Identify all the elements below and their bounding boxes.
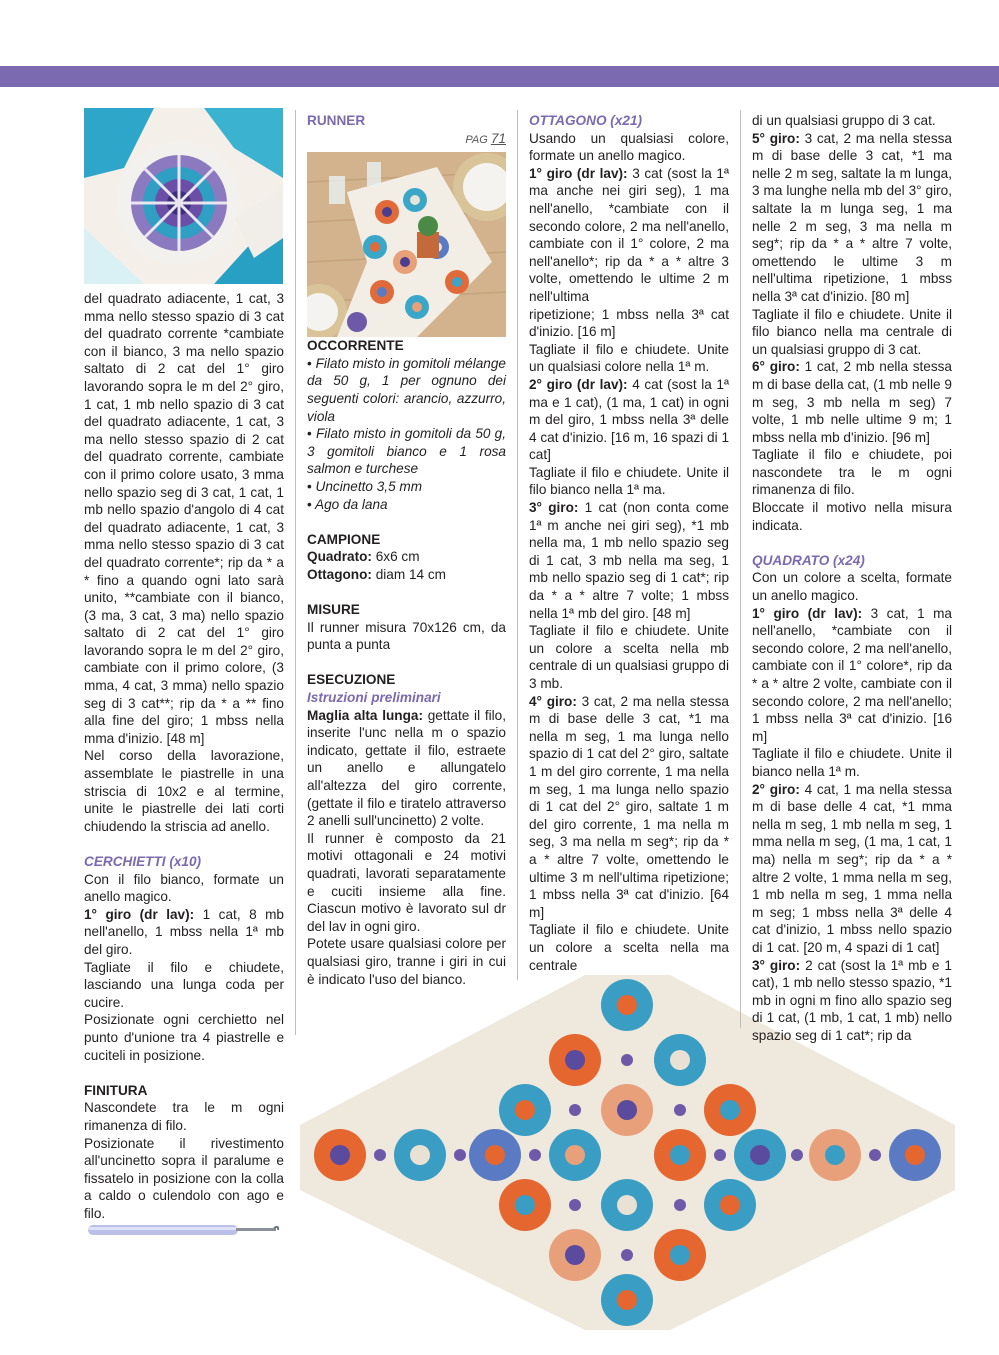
spec-line: Quadrato: 6x6 cm [307, 549, 420, 565]
round-instruction: 6° giro: 1 cat, 2 mb nella stessa m di base della cat, (1 mb nelle 9 m seg, 3 mb nella m seg) 7 volte, 1 mb nelle ultime 9 m; 1 mbss nella mb d'inizio. [96 m] [752, 359, 952, 445]
round-instruction: 2° giro (dr lav): 4 cat (sost la 1ª ma e 1 cat), (1 ma, 1 cat) in ogni m del giro, 1 mbss nella 3ª delle 4 cat d'inizio. [16 m, 16 spazi di 1 cat] [529, 376, 729, 463]
paragraph: Con il filo bianco, formate un anello magico. [84, 871, 284, 905]
section-heading-esecuzione: ESECUZIONE [307, 672, 396, 688]
motif-detail-photo [84, 108, 283, 284]
section-heading-occorrente: OCCORRENTE [307, 338, 404, 354]
column-divider [517, 110, 518, 980]
section-heading-misure: MISURE [307, 602, 360, 618]
section-heading-runner: RUNNER [307, 113, 366, 128]
text-column-3 [529, 112, 729, 974]
section-heading-finitura: FINITURA [84, 1082, 148, 1098]
paragraph: Tagliate il filo e chiudete. Unite il filo bianco nella ma centrale di un qualsiasi gruppo di 3 cat. [752, 306, 952, 357]
list-item: • Ago da lana [307, 496, 388, 512]
round-instruction: 3° giro: 2 cat (sost la 1ª mb e 1 cat), 1 mb nello stesso spazio, *1 mb in ogni m fino allo spazio seg di 1 cat, (1 mb, 1 cat, 1 mb) nello spazio seg di 1 cat*; rip da [752, 957, 952, 1043]
list-item: • Uncinetto 3,5 mm [307, 478, 423, 494]
paragraph: Potete usare qualsiasi colore per qualsiasi giro, tranne i giri in cui è indicato l'uso del bianco. [307, 936, 506, 987]
paragraph: Nel corso della lavorazione, assemblate le piastrelle in una striscia di 10x2 e al termine, unite le piastrelle dei lati corti chiudendo la striscia ad anello. [84, 748, 284, 834]
bullet-icon: • [307, 496, 312, 512]
text-column-1 [84, 290, 284, 1222]
spec-line: Ottagono: diam 14 cm [307, 566, 446, 582]
subheading-istruzioni: Istruzioni preliminari [307, 690, 441, 706]
section-heading-cerchietti: CERCHIETTI (x10) [84, 854, 202, 869]
section-heading-ottagono: OTTAGONO (x21) [529, 113, 643, 128]
round-instruction: 1° giro (dr lav): 3 cat, 1 ma nell'anello, *cambiate con il secondo colore, 2 ma nell'anello, cambiate con il 1° colore*, rip da * a * altre 2 volte, cambiate con il secondo colore, 2 ma nell'anello; 1 mbss nella 3ª cat d'inizio. [16 m] [752, 605, 952, 744]
column-divider [295, 110, 296, 1035]
bullet-icon: • [307, 478, 312, 494]
page-ref-number: 71 [490, 130, 506, 146]
paragraph: Posizionate ogni cerchietto nel punto d'unione tra 4 piastrelle e cuciteli in posizione. [84, 1012, 284, 1063]
header-color-band [0, 66, 999, 87]
round-instruction: 3° giro: 1 cat (non conta come 1ª m anche nei giri seg), *1 mb nella ma, 1 mb nello spazio seg di 1 cat, 3 mb nella ma seg, 1 mb nello spazio seg di 1 cat*; rip da * a * altre 7 volte; 1 mbss nella 1ª mb del giro. [48 m] [529, 500, 729, 621]
paragraph: Nascondete tra le m ogni rimanenza di filo. [84, 1100, 284, 1133]
paragraph: Tagliate il filo e chiudete. Unite il filo bianco nella 1ª ma. [529, 464, 729, 498]
round-instruction: 1° giro (dr lav): 3 cat (sost la 1ª ma anche nei giri seg), 1 ma nell'anello, *cambiate con il secondo colore, 2 ma nell'anello, cambiate con il 1° colore, 2 ma nell'anello*; rip da * a * altre 3 volte, omettendo le ultime 2 m nell'ultima [529, 165, 729, 304]
stitch-definition: Maglia alta lunga: gettate il filo, inserite l'unc nella m o spazio indicato, gettate il filo, estraete un anello e allungatelo all'altezza del giro corrente, (gettate il filo e tiratelo attraverso 2 anelli sull'uncinetto) 2 volte. [307, 707, 506, 829]
bullet-icon: • [307, 355, 312, 371]
paragraph: Bloccate il motivo nella misura indicata. [752, 500, 952, 533]
section-heading-quadrato: QUADRATO (x24) [752, 552, 865, 568]
text-column-4 [752, 112, 952, 1044]
round-instruction [84, 906, 284, 959]
paragraph: Posizionate il rivestimento all'uncinetto sopra il paralume e fissatelo in posizione con la colla a caldo o culendolo con ago e filo. [84, 1135, 284, 1221]
round-label: 1° giro (dr lav): [84, 906, 195, 922]
paragraph: Il runner è composto da 21 motivi ottagonali e 24 motivi quadrati, lavorati separatamente e cuciti insieme alla fine. Ciascun motivo è lavorato sul dr del lav in ogni giro. [307, 830, 506, 934]
paragraph: Tagliate il filo e chiudete. Unite un qualsiasi colore nella 1ª m. [529, 341, 729, 375]
paragraph: Tagliate il filo e chiudete, lasciando una lunga coda per cucire. [84, 959, 284, 1010]
paragraph: Tagliate il filo e chiudete, poi nascondete tra le m ogni rimanenza di filo. [752, 447, 952, 498]
paragraph: ripetizione; 1 mbss nella 3ª cat d'inizio. [16 m] [529, 306, 729, 340]
paragraph: Usando un qualsiasi colore, formate un anello magico. [529, 130, 729, 164]
page-ref-label: PAG [465, 133, 488, 146]
paragraph: Con un colore a scelta, formate un anello magico. [752, 570, 952, 604]
list-item: • Filato misto in gomitoli da 50 g, 3 gomitoli bianco e 1 rosa salmon e turchese [307, 426, 506, 477]
round-instruction: 4° giro: 3 cat, 2 ma nella stessa m di base delle 3 cat, *1 ma nella m seg, 1 ma lunga nello spazio di 1 cat del 2° giro, saltate 1 m del giro corrente, 1 ma nella m seg, 1 ma lunga nello spazio di 1 cat del 2° giro, saltate 1 m del giro corrente, 1 ma nella m seg, 3 ma nella m seg*; rip da * a * altre 7 volte, omettendo le ultime 3 m nell'ultima ripetizione; 1 mbss nella 3ª cat d'inizio. [64 m] [529, 693, 729, 920]
section-heading-campione: CAMPIONE [307, 531, 381, 547]
paragraph: Tagliate il filo e chiudete. Unite un colore a scelta nella mb centrale di un qualsiasi gruppo di 3 mb. [529, 623, 729, 691]
list-item: • Filato misto in gomitoli mélange da 50 g, 1 per ognuno dei seguenti colori: arancio, azzurro, viola [307, 355, 506, 424]
text-column-2 [307, 112, 506, 988]
round-text: 1 cat, 8 mb nell'anello, 1 mbss nella 1ª mb del giro. [84, 906, 284, 957]
bullet-icon: • [307, 426, 312, 442]
paragraph: Tagliate il filo e chiudete. Unite il bianco nella 1ª m. [752, 746, 952, 779]
paragraph: Tagliate il filo e chiudete. Unite un colore a scelta nella ma centrale [529, 922, 729, 973]
page-reference [307, 130, 506, 150]
paragraph: del quadrato adiacente, 1 cat, 3 mma nello stesso spazio di 3 cat del quadrato corrente *cambiate con il bianco, 3 ma nello spazio saltato di 2 cat del 1° giro lavorando sopra le m del 2° giro, 1 cat, 1 mb nello spazio di 3 cat del quadrato adiacente, 1 cat, 3 ma nello stesso spazio di 2 cat del quadrato corrente, cambiate con il primo colore usato, 3 mma nello spazio seg di 3 cat, 1 cat, 1 mb nello spazio d'angolo di 4 cat del quadrato adiacente, 1 cat, 3 mma nello stesso spazio di 3 cat del quadrato corrente*; rip da * a * fino a quando ogni lato sarà unito, **cambiate con il bianco, (3 ma, 3 cat, 3 ma) nello spazio saltato di 2 cat del 1° giro lavorando sopra le m del 2° giro, cambiate con il primo colore, (3 mma, 4 cat, 3 mma) nello spazio seg di 3 cat**; rip da * a ** fino alla fine del giro; 1 mbss nella mma d'inizio. [48 m] [84, 291, 284, 746]
paragraph: Il runner misura 70x126 cm, da punta a punta [307, 619, 506, 653]
paragraph: di un qualsiasi gruppo di 3 cat. [752, 113, 936, 128]
column-divider [740, 110, 741, 1028]
round-instruction: 5° giro: 3 cat, 2 ma nella stessa m di base delle 3 cat, *1 ma nelle 2 m seg, saltate la m lunga, 3 ma lunghe nella mb del 3° giro, saltate la m lunga seg, 1 ma nelle 2 m seg, 3 ma nella m seg*; rip da * a * altre 7 volte, omettendo le ultime 3 m nell'ultima ripetizione, 1 mbss nella 3ª cat d'inizio. [80 m] [752, 130, 952, 304]
round-instruction: 2° giro: 4 cat, 1 ma nella stessa m di base delle 4 cat, *1 mma nella m seg, 1 mb nella m seg, 1 mma nella m seg, (1 ma, 1 cat, 1 ma) nella m seg*; rip da * a * altre 2 volte, 1 mma nella m seg, 1 mb nella m seg, 1 mma nella m seg; 1 mbss nella 3ª delle 4 cat d'inizio, 1 mbss nello spazio di 1 cat. [20 m, 4 spazi di 1 cat] [752, 781, 952, 955]
